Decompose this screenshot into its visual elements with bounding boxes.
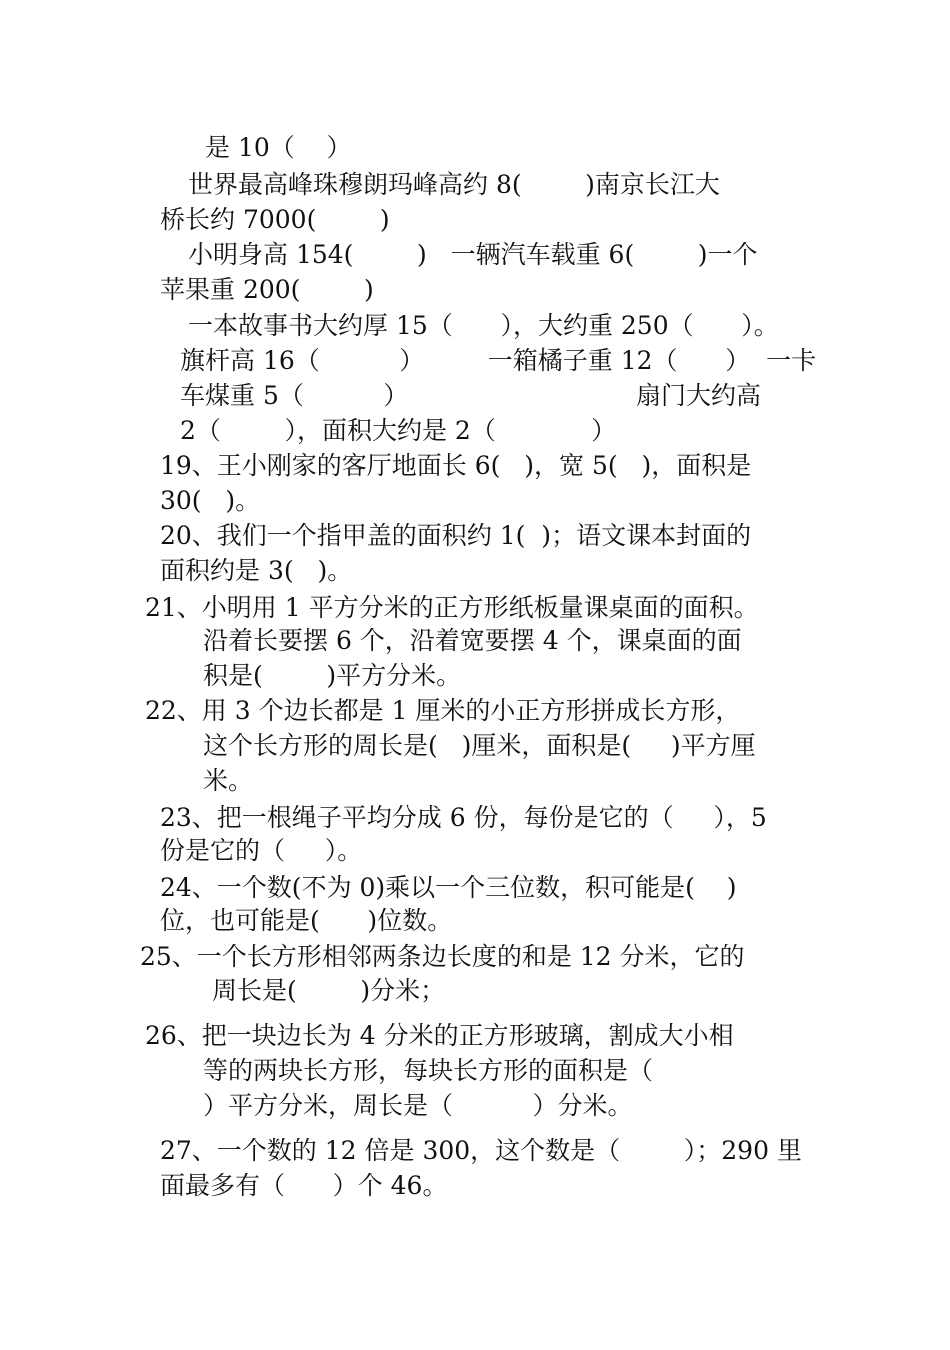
text-line: 25、一个长方形相邻两条边长度的和是 12 分米，它的 [140,942,745,971]
text-line: 旗杆高 16（ ） 一箱橘子重 12（ ） 一卡 [180,346,817,375]
text-line: 米。 [203,766,254,795]
text-line: 26、把一块边长为 4 分米的正方形玻璃，割成大小相 [145,1021,734,1050]
text-line: 沿着长要摆 6 个，沿着宽要摆 4 个，课桌面的面 [203,626,742,655]
text-line: 扇门大约高 [636,381,762,410]
text-line: 24、一个数(不为 0)乘以一个三位数，积可能是( ) [160,873,737,902]
text-line: 面积约是 3( )。 [160,556,353,585]
text-line: 20、我们一个指甲盖的面积约 1( )；语文课本封面的 [160,521,752,550]
text-line: 周长是( )分米； [212,976,446,1005]
text-line: 30( )。 [160,486,261,515]
text-line: 小明身高 154( ) 一辆汽车载重 6( )一个 [188,240,758,269]
text-line: 27、一个数的 12 倍是 300，这个数是（ ）；290 里 [160,1136,802,1165]
text-line: 位，也可能是( )位数。 [160,906,453,935]
text-line: 2（ ），面积大约是 2（ ） [180,416,617,445]
text-line: 22、用 3 个边长都是 1 厘米的小正方形拼成长方形， [145,696,741,725]
text-line: 桥长约 7000( ) [160,205,390,234]
text-line: 世界最高峰珠穆朗玛峰高约 8( )南京长江大 [188,170,720,199]
text-line: 21、小明用 1 平方分米的正方形纸板量课桌面的面积。 [145,593,759,622]
text-line: 23、把一根绳子平均分成 6 份，每份是它的（ ），5 [160,803,767,832]
text-line: 是 10（ ） [205,133,352,162]
text-line: ）平方分米，周长是（ ）分米。 [203,1091,633,1120]
text-line: 苹果重 200( ) [160,275,374,304]
text-line: 19、王小刚家的客厅地面长 6( )，宽 5( )，面积是 [160,451,752,480]
text-line: 等的两块长方形，每块长方形的面积是（ [203,1056,654,1085]
text-line: 面最多有（ ）个 46。 [160,1171,448,1200]
text-line: 份是它的（ ）。 [160,836,363,865]
text-line: 一本故事书大约厚 15（ ），大约重 250（ ）。 [188,311,779,340]
text-line: 车煤重 5（ ） [180,381,409,410]
text-line: 积是( )平方分米。 [203,661,462,690]
text-line: 这个长方形的周长是( )厘米，面积是( )平方厘 [203,731,756,760]
